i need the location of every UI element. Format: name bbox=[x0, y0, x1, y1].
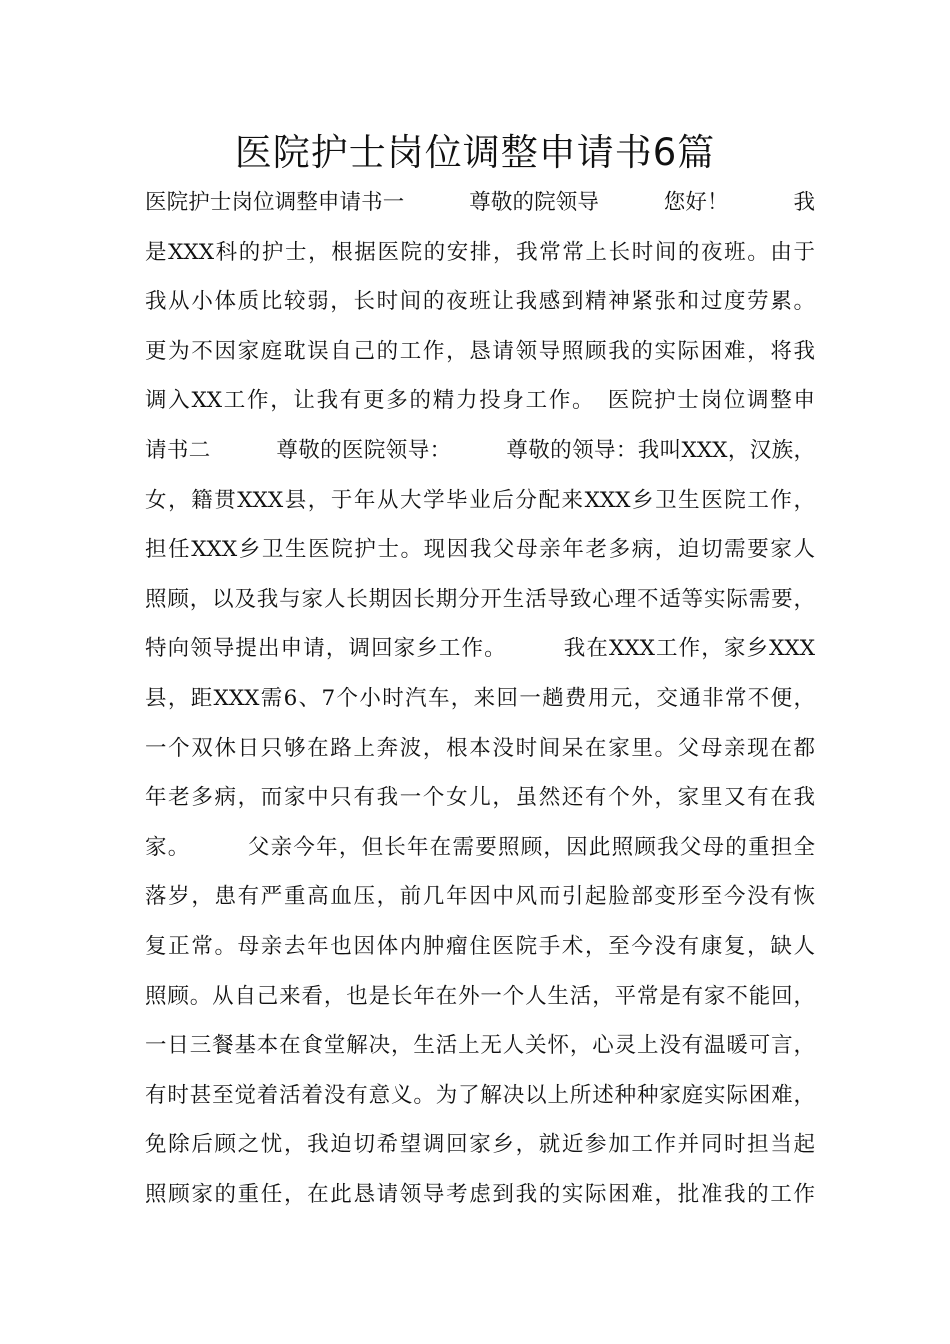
body-line: 更为不因家庭耽误自己的工作，恳请领导照顾我的实际困难，将我 bbox=[145, 338, 815, 364]
body-line: 落岁，患有严重高血压，前几年因中风而引起脸部变形至今没有恢 bbox=[145, 884, 815, 910]
body-line: 请书二 尊敬的医院领导： 尊敬的领导：我叫XXX，汉族， bbox=[145, 437, 815, 463]
body-line: 复正常。母亲去年也因体内肿瘤住医院手术，至今没有康复，缺人 bbox=[145, 933, 815, 959]
body-line: 女，籍贯XXX县，于年从大学毕业后分配来XXX乡卫生医院工作， bbox=[145, 487, 815, 513]
document-title: 医院护士岗位调整申请书6篇 bbox=[234, 131, 716, 174]
body-line: 一日三餐基本在食堂解决，生活上无人关怀，心灵上没有温暖可言， bbox=[145, 1033, 815, 1059]
body-line: 家。 父亲今年，但长年在需要照顾，因此照顾我父母的重担全 bbox=[145, 834, 815, 860]
body-line: 我从小体质比较弱，长时间的夜班让我感到精神紧张和过度劳累。 bbox=[145, 289, 815, 315]
body-line: 有时甚至觉着活着没有意义。为了解决以上所述种种家庭实际困难， bbox=[145, 1082, 815, 1108]
body-line: 照顾家的重任，在此恳请领导考虑到我的实际困难，批准我的工作 bbox=[145, 1181, 815, 1207]
document-body bbox=[145, 178, 815, 1219]
body-line: 年老多病，而家中只有我一个女儿，虽然还有个外，家里又有在我 bbox=[145, 785, 815, 811]
body-line: 是XXX科的护士，根据医院的安排，我常常上长时间的夜班。由于 bbox=[145, 239, 815, 265]
body-line: 照顾。从自己来看，也是长年在外一个人生活，平常是有家不能回， bbox=[145, 983, 815, 1009]
body-line: 县，距XXX需6、7个小时汽车，来回一趟费用元，交通非常不便， bbox=[145, 685, 815, 711]
body-line: 特向领导提出申请，调回家乡工作。 我在XXX工作，家乡XXX bbox=[145, 636, 815, 662]
body-line: 照顾，以及我与家人长期因长期分开生活导致心理不适等实际需要， bbox=[145, 586, 815, 612]
body-line: 医院护士岗位调整申请书一 尊敬的院领导 您好！ 我 bbox=[145, 190, 815, 215]
body-line: 一个双休日只够在路上奔波，根本没时间呆在家里。父母亲现在都 bbox=[145, 735, 815, 761]
body-line: 调入XX工作，让我有更多的精力投身工作。 医院护士岗位调整申 bbox=[145, 388, 815, 414]
body-line: 免除后顾之忧，我迫切希望调回家乡，就近参加工作并同时担当起 bbox=[145, 1132, 815, 1158]
body-line: 担任XXX乡卫生医院护士。现因我父母亲年老多病，迫切需要家人 bbox=[145, 537, 815, 563]
